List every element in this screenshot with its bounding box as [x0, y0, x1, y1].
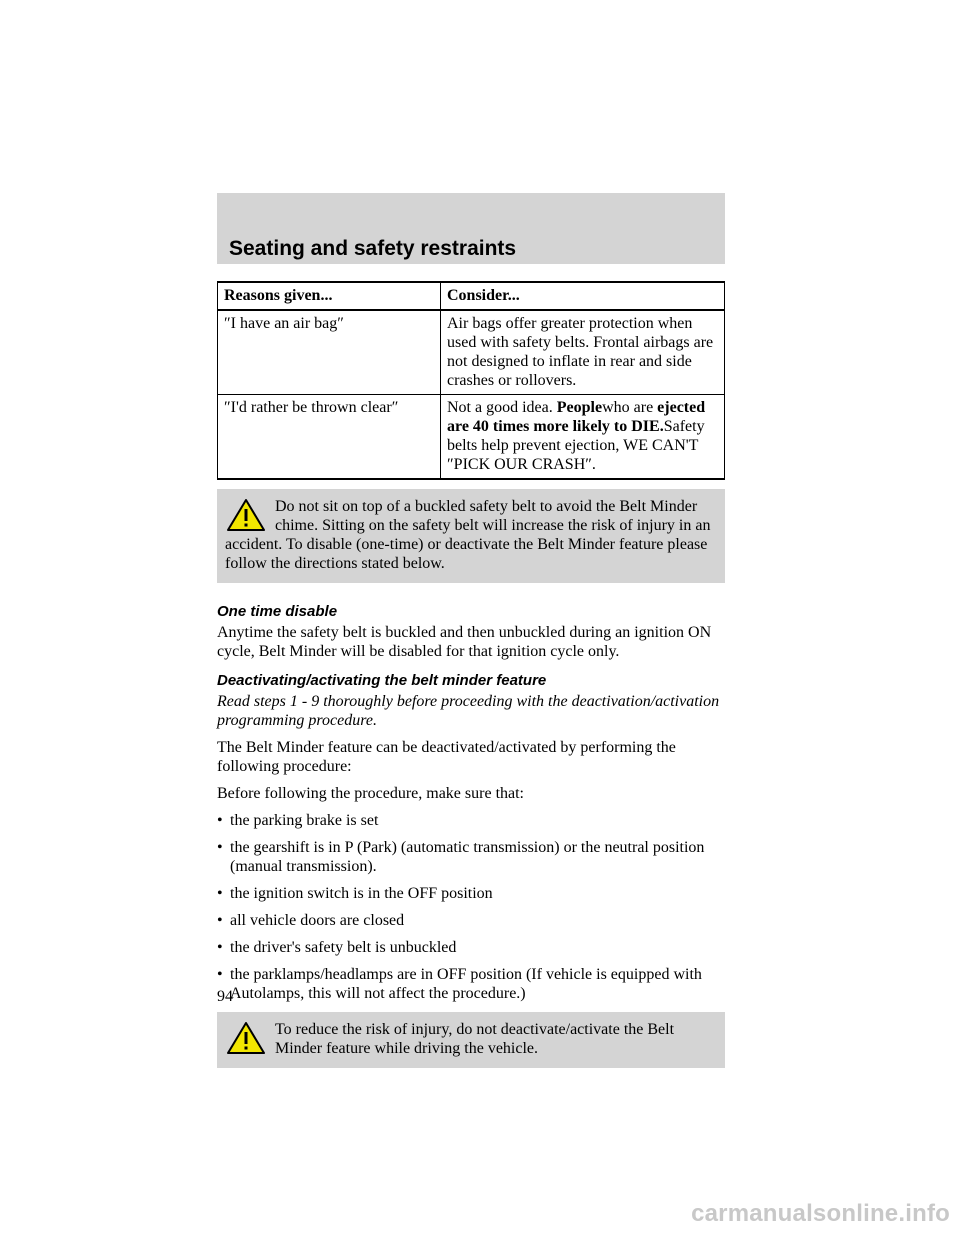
list-item-text: the ignition switch is in the OFF position: [230, 885, 493, 902]
watermark-logo: carmanualsonline.info: [691, 1200, 950, 1227]
list-item-text: the gearshift is in P (Park) (automatic transmission) or the neutral position (manual transmission).: [230, 839, 705, 875]
section-heading: One time disable: [217, 603, 338, 620]
warning-text: To reduce the risk of injury, do not deactivate/activate the Belt Minder feature while driving the vehicle.: [275, 1021, 675, 1057]
page-number: 94: [217, 988, 233, 1005]
bullet: •: [217, 812, 223, 829]
page-title: Seating and safety restraints: [229, 237, 517, 260]
list-item-text: the parklamps/headlamps are in OFF position (If vehicle is equipped with Autolamps, this will not affect the procedure.): [230, 966, 702, 1002]
table-row: [218, 395, 725, 480]
table-cell-reason: ″I'd rather be thrown clear″: [218, 395, 441, 480]
list-item: [217, 811, 725, 830]
consider-emphasis: People: [556, 399, 603, 416]
table-header-consider: Consider...: [441, 282, 725, 310]
list-item: [217, 965, 725, 1003]
list-item-text: the driver's safety belt is unbuckled: [230, 939, 457, 956]
bullet: •: [217, 839, 223, 856]
warning-triangle-icon: [225, 497, 267, 533]
list-item: [217, 884, 725, 903]
content: [217, 281, 725, 1068]
table-cell-reason: ″I have an air bag″: [218, 310, 441, 395]
section-body: Anytime the safety belt is buckled and then unbuckled during an ignition ON cycle, Belt Minder will be disabled for that ignition cycle only.: [217, 624, 712, 660]
italic-note: Read steps 1 - 9 thoroughly before proceeding with the deactivation/activation programming procedure.: [217, 693, 720, 729]
section-heading: Deactivating/activating the belt minder feature: [217, 672, 547, 689]
table-header-reasons: Reasons given...: [218, 282, 441, 310]
list-item-text: the parking brake is set: [230, 812, 379, 829]
section-before: Before following the procedure, make sure that:: [217, 785, 524, 802]
reasons-table: [217, 281, 725, 480]
bullet: •: [217, 912, 223, 929]
list-item-text: all vehicle doors are closed: [230, 912, 405, 929]
table-row: [218, 310, 725, 395]
consider-text: who are: [602, 399, 658, 416]
warning-triangle-icon: [225, 1020, 267, 1056]
checklist: [217, 811, 725, 1003]
bullet: •: [217, 885, 223, 902]
header-band: [217, 193, 725, 264]
consider-emphasis: ejected are 40 times more likely to DIE.: [447, 399, 706, 435]
warning-text: Do not sit on top of a buckled safety belt to avoid the Belt Minder chime. Sitting on the safety belt will increase the risk of injury in an accident. To disable (one-time) or deactivate the Belt Minder feature please follow the directions stated below.: [225, 498, 711, 572]
list-item: [217, 911, 725, 930]
table-header-row: [218, 282, 725, 310]
bullet: •: [217, 966, 223, 983]
bullet: •: [217, 939, 223, 956]
warning-box: [217, 1012, 725, 1068]
list-item: [217, 838, 725, 876]
section-intro: The Belt Minder feature can be deactivated/activated by performing the following procedure:: [217, 739, 676, 775]
table-cell-consider: Air bags offer greater protection when used with safety belts. Frontal airbags are not designed to inflate in rear and side crashes or rollovers.: [441, 310, 725, 395]
list-item: [217, 938, 725, 957]
table-cell-consider: [441, 395, 725, 480]
consider-text: Safety belts help prevent ejection, WE CAN'T ″PICK OUR CRASH″.: [447, 418, 705, 473]
warning-box: [217, 489, 725, 583]
consider-text: Not a good idea.: [447, 399, 557, 416]
